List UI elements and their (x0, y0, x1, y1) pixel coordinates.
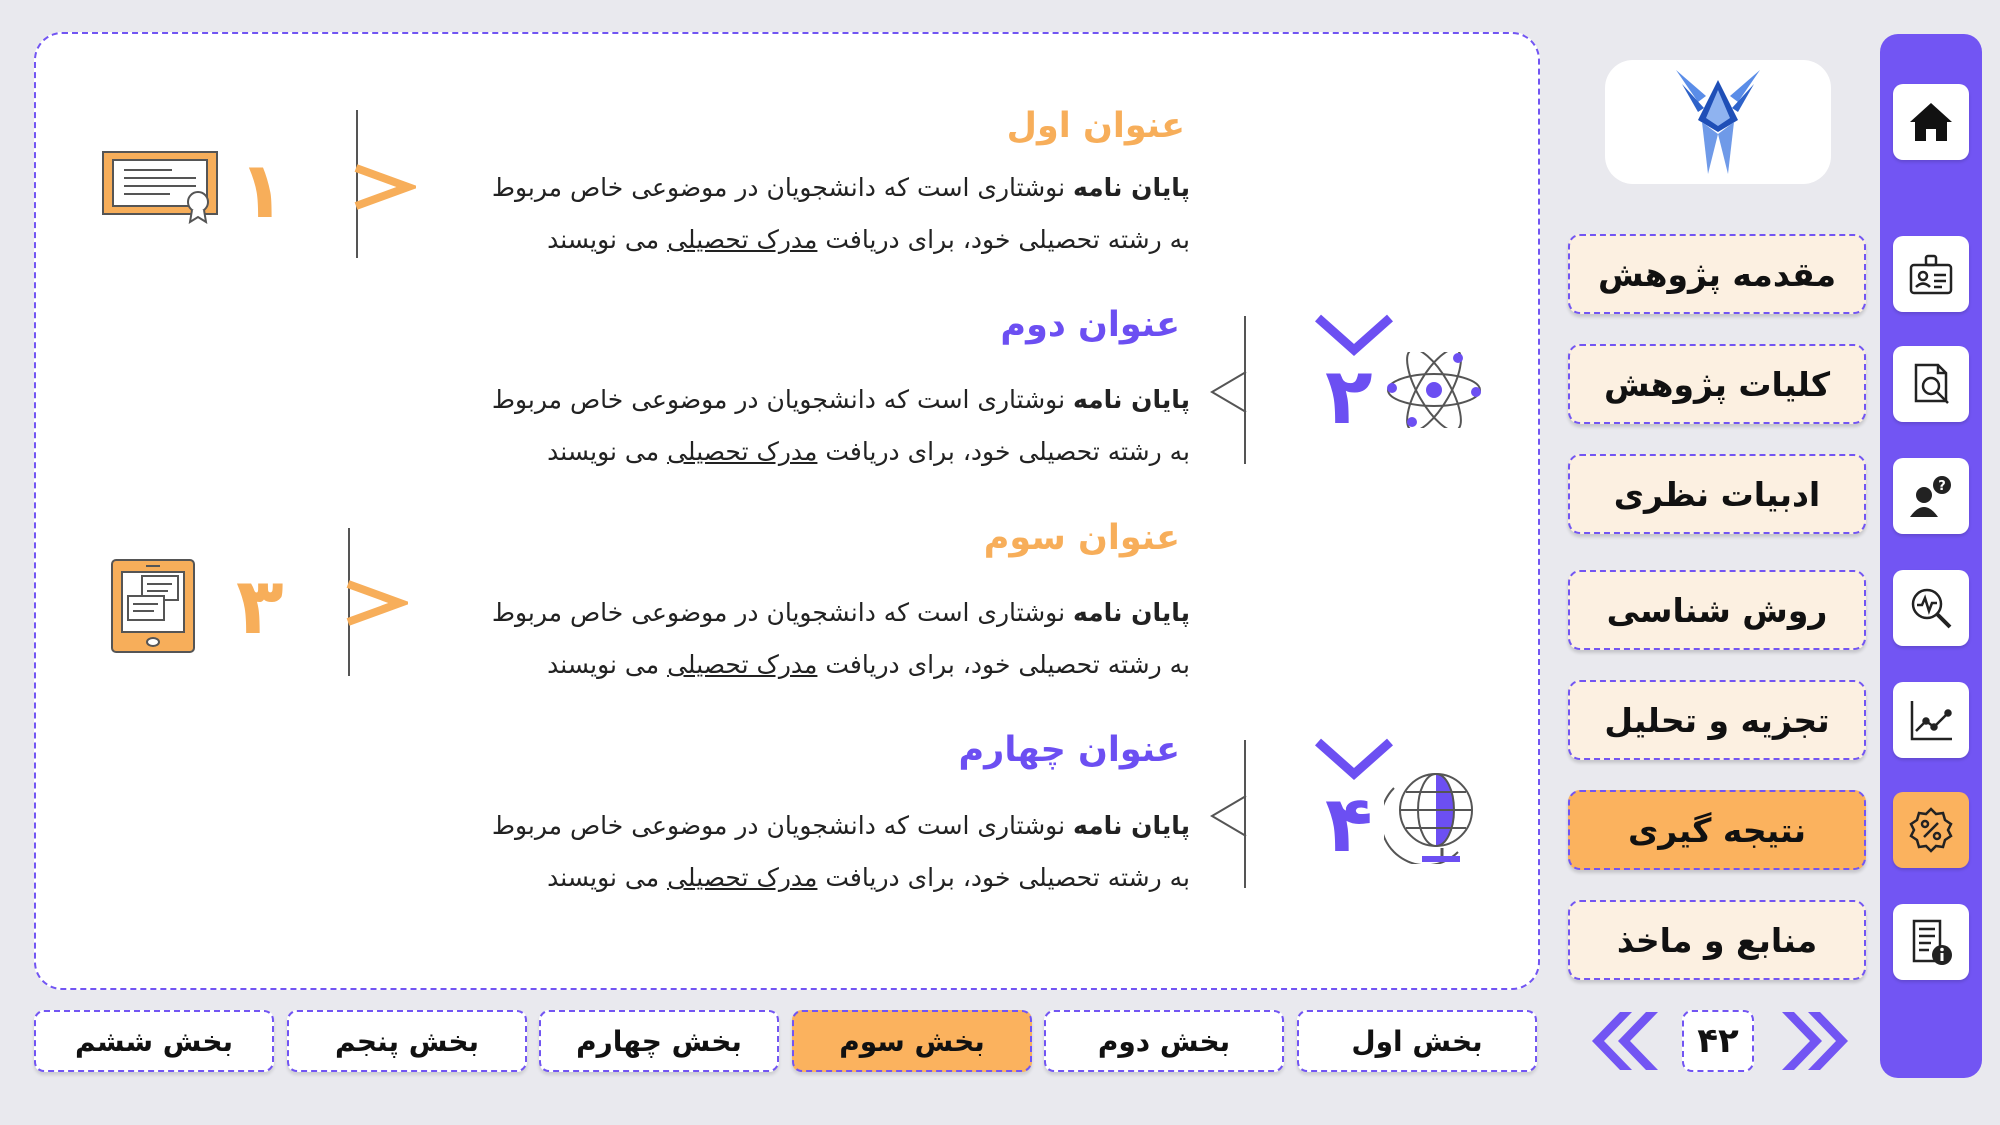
rail-button-literature[interactable] (1893, 458, 1969, 534)
atom-icon (1384, 352, 1484, 428)
magnify-chart-icon (1904, 581, 1958, 635)
tab-section-1[interactable] (1297, 1010, 1537, 1072)
body-bold: پایان نامه (1072, 385, 1190, 414)
item-title: عنوان چهارم (958, 730, 1180, 770)
menu-item-label: روش شناسی (1606, 590, 1828, 630)
item-body (430, 800, 1190, 904)
body-text: می نویسند (547, 650, 668, 679)
line-chart-icon (1904, 693, 1958, 747)
rail-button-references[interactable] (1893, 904, 1969, 980)
rail-button-analysis[interactable] (1893, 682, 1969, 758)
menu-item-label: کلیات پژوهش (1603, 364, 1831, 404)
item-body (430, 374, 1190, 478)
tab-label: بخش دوم (1097, 1024, 1231, 1058)
menu-item-literature[interactable] (1568, 454, 1866, 534)
item-number: ۴ (1325, 780, 1373, 870)
tab-label: بخش اول (1351, 1024, 1483, 1058)
tab-label: بخش چهارم (576, 1024, 742, 1058)
rail-button-methodology[interactable] (1893, 570, 1969, 646)
document-search-icon (1904, 357, 1958, 411)
item-number: ۱ (238, 146, 286, 236)
body-underline: مدرک تحصیلی (667, 863, 818, 892)
rail-button-overview[interactable] (1893, 346, 1969, 422)
previous-page-button[interactable] (1584, 1008, 1660, 1074)
item-number: ۳ (236, 562, 284, 652)
user-question-icon (1904, 469, 1958, 523)
item-title: عنوان سوم (983, 518, 1180, 558)
body-text: به رشته تحصیلی خود، برای دریافت (817, 863, 1190, 892)
item-body (430, 162, 1190, 266)
tab-section-6[interactable] (34, 1010, 274, 1072)
item-body (430, 587, 1190, 691)
home-button[interactable] (1893, 84, 1969, 160)
item-title: عنوان اول (1006, 106, 1185, 146)
menu-item-methodology[interactable] (1568, 570, 1866, 650)
body-bold: پایان نامه (1072, 598, 1190, 627)
rail-button-introduction[interactable] (1893, 236, 1969, 312)
menu-item-label: نتیجه گیری (1627, 810, 1807, 850)
menu-item-introduction[interactable] (1568, 234, 1866, 314)
menu-item-analysis[interactable] (1568, 680, 1866, 760)
id-card-icon (1904, 247, 1958, 301)
tab-label: بخش پنجم (334, 1024, 480, 1058)
double-chevron-left-icon (1592, 1012, 1658, 1070)
menu-item-label: منابع و ماخذ (1616, 920, 1818, 960)
home-icon (1904, 95, 1958, 149)
chevron-right-icon (352, 162, 416, 212)
chevron-right-icon (344, 578, 408, 628)
globe-icon (1384, 768, 1484, 864)
menu-item-references[interactable] (1568, 900, 1866, 980)
certificate-icon (100, 148, 222, 224)
body-text: نوشتاری است که دانشجویان در موضوعی خاص مربوط (491, 385, 1073, 414)
body-text: نوشتاری است که دانشجویان در موضوعی خاص مربوط (491, 811, 1073, 840)
menu-item-overview[interactable] (1568, 344, 1866, 424)
tab-label: بخش سوم (839, 1024, 985, 1058)
chevron-left-icon (1208, 368, 1248, 416)
item-title: عنوان دوم (1000, 305, 1180, 345)
document-info-icon (1904, 915, 1958, 969)
next-page-button[interactable] (1780, 1008, 1856, 1074)
tablet-icon (108, 556, 198, 656)
chevron-left-icon (1208, 792, 1248, 840)
body-underline: مدرک تحصیلی (667, 437, 818, 466)
body-text: به رشته تحصیلی خود، برای دریافت (817, 437, 1190, 466)
page-number (1682, 1010, 1754, 1072)
item-number: ۲ (1325, 352, 1373, 442)
percent-gear-icon (1904, 803, 1958, 857)
body-bold: پایان نامه (1072, 811, 1190, 840)
tab-section-3[interactable] (792, 1010, 1032, 1072)
azad-university-logo-icon (1668, 62, 1768, 182)
body-bold: پایان نامه (1072, 173, 1190, 202)
double-chevron-right-icon (1782, 1012, 1848, 1070)
tab-section-5[interactable] (287, 1010, 527, 1072)
menu-item-label: تجزیه و تحلیل (1604, 700, 1830, 740)
tab-section-2[interactable] (1044, 1010, 1284, 1072)
body-underline: مدرک تحصیلی (667, 650, 818, 679)
tab-label: بخش ششم (75, 1024, 234, 1058)
svg-text:?: ? (1938, 479, 1946, 494)
body-text: نوشتاری است که دانشجویان در موضوعی خاص مربوط (491, 173, 1073, 202)
menu-item-label: ادبیات نظری (1613, 474, 1821, 514)
menu-item-label: مقدمه پژوهش (1597, 254, 1837, 294)
body-text: به رشته تحصیلی خود، برای دریافت (817, 650, 1190, 679)
university-logo (1605, 60, 1831, 184)
body-text: می نویسند (547, 225, 668, 254)
rail-button-conclusion[interactable] (1893, 792, 1969, 868)
body-text: نوشتاری است که دانشجویان در موضوعی خاص مربوط (491, 598, 1073, 627)
page-number-label: ۴۲ (1697, 1021, 1739, 1061)
body-underline: مدرک تحصیلی (667, 225, 818, 254)
body-text: می نویسند (547, 437, 668, 466)
tab-section-4[interactable] (539, 1010, 779, 1072)
body-text: به رشته تحصیلی خود، برای دریافت (817, 225, 1190, 254)
menu-item-conclusion[interactable] (1568, 790, 1866, 870)
body-text: می نویسند (547, 863, 668, 892)
